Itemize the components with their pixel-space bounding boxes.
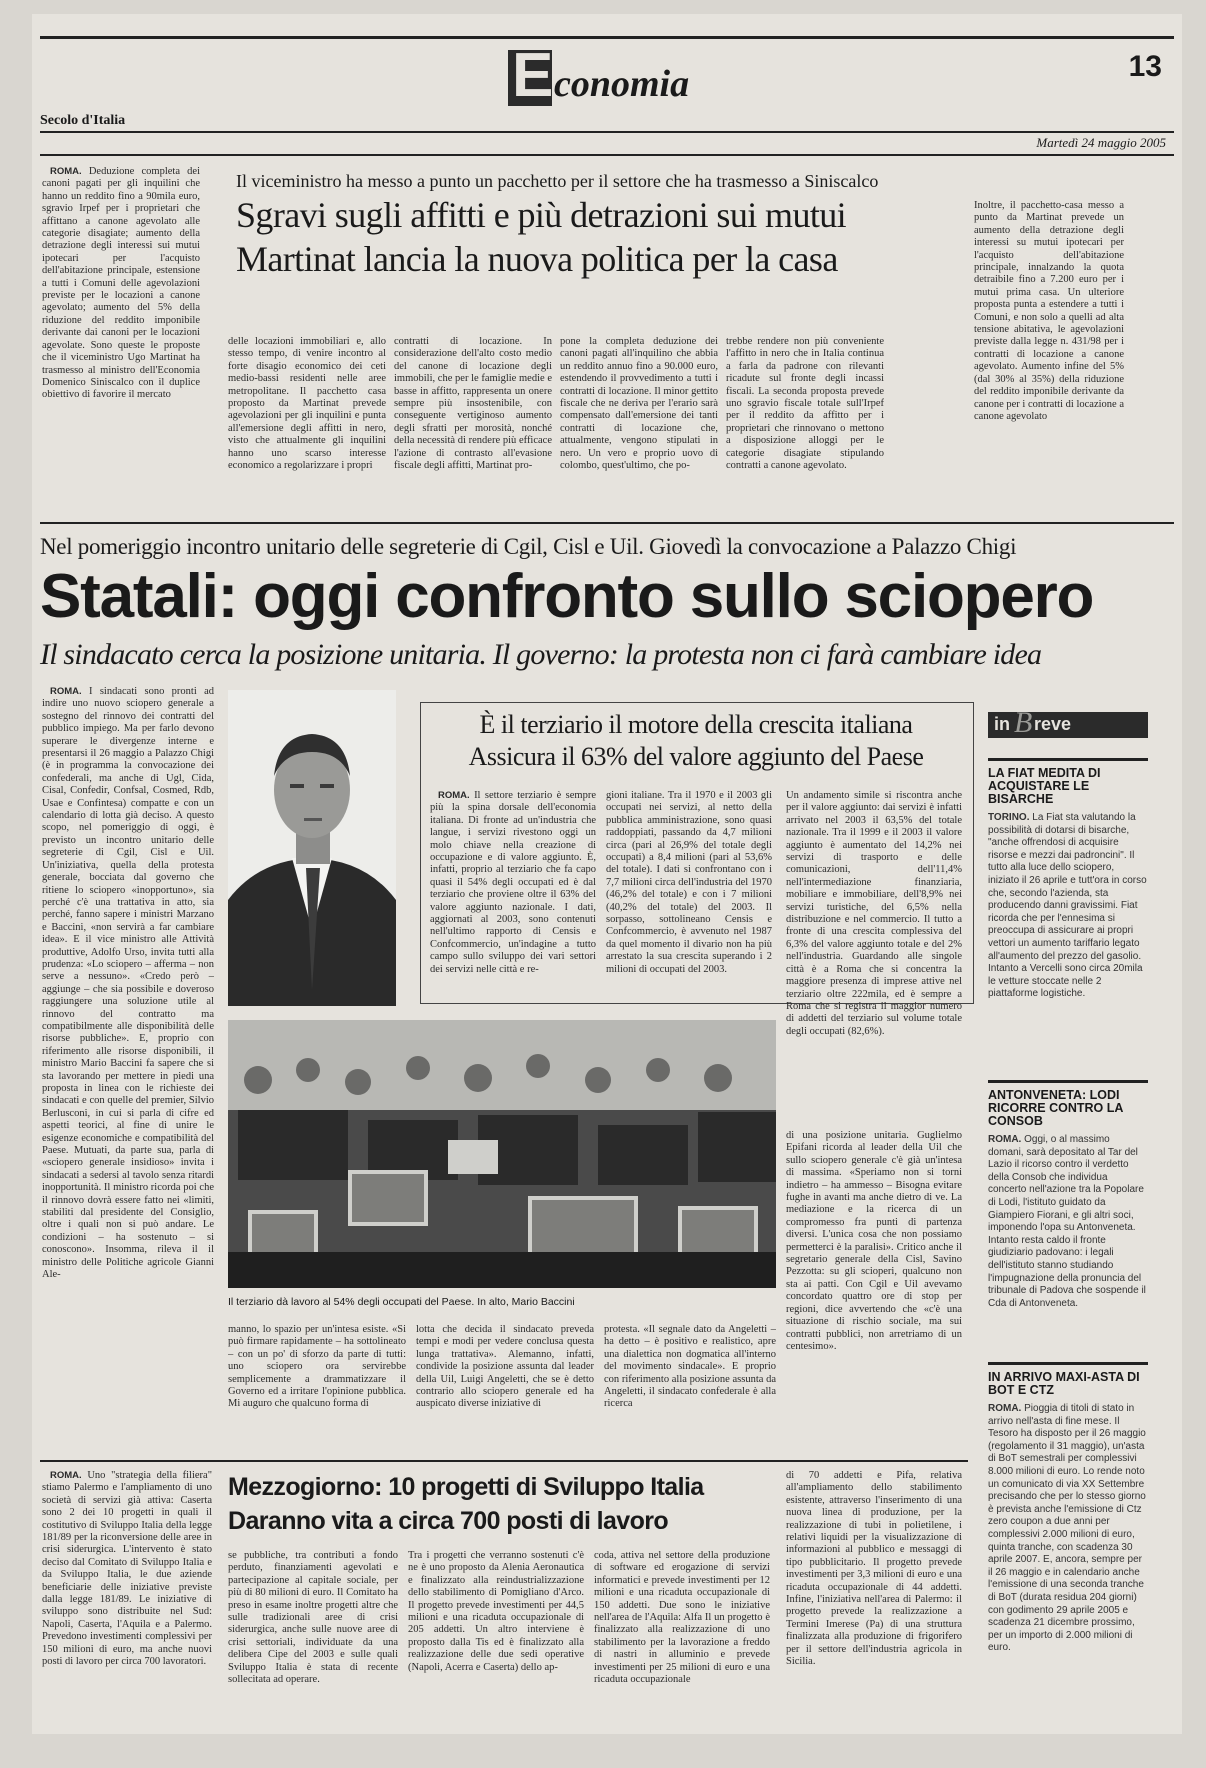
article3-headline-2: Daranno vita a circa 700 posti di lavoro bbox=[228, 1507, 669, 1535]
article2-kicker: Nel pomeriggio incontro unitario delle segreterie di Cgil, Cisl e Uil. Giovedì la convocazione a Palazzo Chigi bbox=[40, 534, 1017, 559]
date-rule bbox=[40, 154, 1174, 156]
sidebar-title-initial: B bbox=[1014, 706, 1033, 739]
brief-antonveneta: ANTONVENETA: LODI RICORRE CONTRO LA CONSOB ROMA. Oggi, o al massimo domani, sarà depositato al Tar del Lazio il ricorso contro il verdetto della Consob che individua concerto nell'azione tra la Popolare di Lodi, l'istituto guidato da Giampiero Fiorani, e gli altri soci, imponendo l'opa su Antonveneta. Intanto resta caldo il fronte giudiziario padovano: i legali dell'istituto stanno studiando l'impugnazione della pronuncia del tribunale di Padova che sospende il Cda di Antonveneta. bbox=[988, 1080, 1148, 1359]
article2-headline: Statali: oggi confronto sullo sciopero bbox=[40, 562, 1094, 631]
paper-name: Secolo d'Italia bbox=[40, 113, 126, 128]
top-rule bbox=[40, 36, 1174, 39]
section-initial: E bbox=[512, 41, 554, 110]
brief-bot-ctz: IN ARRIVO MAXI-ASTA DI BOT E CTZ ROMA. Pioggia di titoli di stato in arrivo nell'asta di fine mese. Il Tesoro ha disposto per il 26 maggio (regolamento il 31 maggio), un'asta di BoT semestrali per complessivi 8.000 milioni di euro. Lo rende noto un comunicato di via XX Settembre precisando che per lo stesso giorno è prevista anche l'emissione di Ctz zero coupon a due anni per complessivi 2.000 milioni di euro, quinta tranche, con scadenza 30 aprile 2007. E, ancora, sempre per il 26 maggio e in calendario anche l'emissione di una seconda tranche di BoT (durata residua 204 giorni) con godimento 29 aprile 2005 e scadenza 21 dicembre prossimo, per un importo di 2.000 milioni di euro. bbox=[988, 1362, 1148, 1734]
box-headline-2: Assicura il 63% del valore aggiunto del Paese bbox=[468, 742, 924, 771]
page-number: 13 bbox=[1128, 50, 1162, 83]
article1-column-2: delle locazioni immobiliari e, allo stesso tempo, di venire incontro al forte disagio economico dei ceti medio-bassi residenti nelle aree metropolitane. Il pacchetto casa proposto da Martinat prevede agevolazioni per gli inquilini e punta all'emersione degli affitti in nero, visto che attualmente gli inquilini hanno uno scarso interesse economico a regolarizzare i propri bbox=[228, 336, 386, 472]
box-column-2: gioni italiane. Tra il 1970 e il 2003 gli occupati nei servizi, al netto della pubblica amministrazione, sono quasi raddoppiati, passando da 4,7 milioni circa (pari al 26,9% del totale degli occupati) a 8,4 milioni (pari al 53,6% del totale). I dati si confrontano con i 7,7 milioni circa dell'industria del 1970 (46,2% del totale) e con i 7 milioni (40,2% del totale) del 2003. Il sorpasso, sottolineano Censis e Confcommercio, è avvenuto nel 1987 da quel momento il divario non ha più arrestato la sua crescita superando i 2 milioni di occupati del 2003. bbox=[606, 790, 772, 975]
article1-city: ROMA. bbox=[50, 166, 82, 177]
article1-headline-1: Sgravi sugli affitti e più detrazioni sui mutui bbox=[236, 195, 847, 235]
article2-subhead: Il sindacato cerca la posizione unitaria. Il governo: la protesta non ci farà cambiare idea bbox=[40, 638, 1042, 671]
portrait-illustration bbox=[228, 690, 396, 1006]
newspaper-page bbox=[32, 14, 1182, 1734]
masthead-rule bbox=[40, 131, 1174, 133]
article2-top-rule bbox=[40, 522, 1174, 524]
article2-column-5: di una posizione unitaria. Guglielmo Epifani ricorda al leader della Uil che sullo sciopero generale c'è già un'intesa di massima. «Speriamo non si torni indietro – ha ammesso – Bisogna evitare fughe in avanti ma anche dietro di ve. La mediazione e la ricerca di un compromesso fra punti di partenza diversi. L'unica cosa che non possiamo permetterci è la paralisi». Critico anche il segretario generale della Cisl, Savino Pezzotta: su gli scioperi, qualcuno non sta ai patti. Con Cgil e Uil avevamo concordato quattro ore di stop per regioni, dice avvertendo che «c'è una situazione di rischio sociale, ma sui contratti pubblici, non arretriamo di un centesimo». bbox=[786, 1130, 962, 1352]
issue-date: Martedì 24 maggio 2005 bbox=[1036, 135, 1166, 150]
article1-lead-column: ROMA. Deduzione completa dei canoni pagati per gli inquilini che hanno un reddito fino a 90mila euro, sgravio Irpef per i proprietari che affittano a canone agevolato alle categorie disagiate; aumento della detrazione degli interessi sui mutui ipotecari per l'acquisto dell'abitazione principale, estensione a tutti i Comuni delle agevolazioni previste per le locazioni a canone agevolato; aumento del 5% della riduzione del reddito imponibile derivante dai canoni per le locazioni agevolate. Sono queste le proposte che il viceministro Ugo Martinat ha trasmesso al ministro dell'Economia Domenico Siniscalco con il duplice obiettivo di favorire il mercato bbox=[42, 166, 200, 401]
sidebar-title-prefix: in bbox=[994, 714, 1010, 734]
sidebar-title-rest: reve bbox=[1034, 714, 1072, 734]
brief-title: LA FIAT MEDITA DI ACQUISTARE LE BISARCHE bbox=[988, 766, 1101, 806]
crowd-photo bbox=[228, 1020, 776, 1288]
article1-column-6: Inoltre, il pacchetto-casa messo a punto da Martinat prevede un aumento della detrazione degli interessi su mutui ipotecari per l'acquisto dell'abitazione principale, innalzando la quota detraibile fino a 7.200 euro per i mutui prima casa. Un ulteriore proposta punta a estendere a tutti i Comuni, e non solo a quelli ad alta tensione abitativa, le agevolazioni previste dalla legge n. 431/98 per i contratti di locazione a canone agevolato. Aumento infine del 5% (dal 30% al 35%) della riduzione del reddito imponibile derivante da canone per i contratti di locazione a canone agevolato bbox=[974, 200, 1124, 422]
article2-city: ROMA. bbox=[50, 686, 82, 697]
photo-caption: Il terziario dà lavoro al 54% degli occupati del Paese. In alto, Mario Baccini bbox=[228, 1296, 575, 1308]
article1-headline-2: Martinat lancia la nuova politica per la casa bbox=[236, 239, 838, 279]
section-title: conomia bbox=[554, 63, 690, 105]
brief-title: IN ARRIVO MAXI-ASTA DI BOT E CTZ bbox=[988, 1370, 1140, 1397]
article3-column-2: se pubbliche, tra contributi a fondo perduto, finanziamenti agevolati e partecipazione al capitale sociale, per più di 80 milioni di euro. Il Comitato ha preso in esame inoltre progetti altre che sulle tradizionali aree di crisi siderurgica, anche sulle nuove aree di crisi settoriali, individuate da una delibera Cipe del 2003 e sulle quali Sviluppo Italia è stata di recente sollecitata ad operare. bbox=[228, 1550, 398, 1686]
article3-column-1: ROMA. Uno "strategia della filiera" stiamo Palermo e l'ampliamento di uno società di servizi già attiva: Caserta sono 2 dei 10 progetti in quali il costitutivo di Sviluppo Italia della legge 181/89 per la riconversione delle aree in crisi siderurgica. L'intervento è stato deciso dal Comitato di Sviluppo Italia e da Sviluppo Italia, le due aziende beneficiarie delle iniziative previste dalla legge 181/89. Le iniziative di sviluppo sono distribuite nel Sud: Napoli, Caserta, l'Aquila e a Palermo. Prevedono investimenti complessivi per 150 milioni di euro, ma anche nuovi posti di lavoro per circa 700 lavoratori. bbox=[42, 1470, 212, 1668]
article3-column-5: di 70 addetti e Pifa, relativa all'ampliamento dello stabilimento esistente, attraverso l'inserimento di una nuova linea di produzione, per la realizzazione di tubi in polietilene, i relativi liquidi per la visualizzazione di informazioni al pubblico e messaggi di tipo pubblicitario. Il progetto prevede investimenti per 3,3 milioni di euro e una ricaduta occupazionale di 44 addetti. Infine, l'iniziativa nell'area di Palermo: il progetto prevede la realizzazione a Termini Imerese (Pa) di una struttura finalizzata alla produzione di frigorifero per il settore dell'industria agricola in Sicilia. bbox=[786, 1470, 962, 1668]
article3-column-3: Tra i progetti che verranno sostenuti c'è ne è uno proposto da Alenia Aeronautica e finalizzato alla reindustrializzazione dello stabilimento di Pomigliano d'Arco. Il progetto prevede investimenti per 44,5 milioni e una ricaduta occupazionale di 205 addetti. Un altro interviene è proposto dalla Tis ed è finalizzato alla realizzazione delle due sedi operative (Napoli, Acerra e Caserta) dello ap- bbox=[408, 1550, 584, 1673]
article2-column-3: lotta che decida il sindacato preveda tempi e modi per vedere conclusa questa lunga trattativa». Alemanno, infatti, condivide la posizione assunta dal leader della Uil, Luigi Angeletti, che se è detto contrario allo sciopero generale ed ha auspicato diverse iniziative di bbox=[416, 1324, 594, 1410]
brief-title: ANTONVENETA: LODI RICORRE CONTRO LA CONSOB bbox=[988, 1088, 1123, 1128]
article2-column-1: ROMA. I sindacati sono pronti ad indire uno nuovo sciopero generale a sostegno del rinnovo dei contratti del pubblico impiego. Ma per farlo devono superare le divergenze interne e presentarsi il 26 maggio a Palazzo Chigi (è in programma la convocazione dei confederali, ma anche di Ugl, Cida, Cisal, Confedir, Confsal, Cosmed, Rdb, Usae e Confintesa) compatte e con un calendario di lotta già deciso. A questo scopo, nel pomeriggio di oggi, è previsto un incontro unitario delle segreterie di Cgil, Cisl e Uil. Un'iniziativa, quella della protesta generale, bocciata dal governo che ritiene lo sciopero «inopportuno», sia perché c'è una trattativa in atto, sia perché, fanno sapere i ministri Marzano e Baccini, «non servirà a far cambiare idea». E il vice ministro alle Attività produttive, Adolfo Urso, invita tutti alla prudenza: «Lo sciopero – afferma – non serve a nessuno». «Credo però – aggiunge – che sia possibile e doveroso raggiungere una soluzione utile al rinnovo del contratto ma compatibilmente alle disponibilità delle risorse pubbliche». E, proprio con riferimento alle risorse disponibili, il ministro Mario Baccini fa sapere che si sta lavorando per mettere in piedi una proposta in linea con le richieste dei sindacati e con quelle del premier, Silvio Berlusconi, in cui si parla di cifre ed aspetti teorici, al fine di unire le esigenze economiche e compatibilità del Paese. Mutuati, da parte sua, parla di «sciopero generale insidioso» invita i sindacati a sedersi al tavolo senza ritardi inopportunità. Il ministro ricorda poi che il rinnovo dovrà essere fatto nei «limiti, stabiliti dal presidente del Consiglio, oltre i quali non si può andare. Le condizioni – ha sostenuto – si conoscono». Insomma, rileva il il ministro delle Politiche agricole Gianni Ale- bbox=[42, 686, 214, 1281]
article1-column-5: trebbe rendere non più conveniente l'affitto in nero che in Italia continua a farla da padrone con rilevanti ricadute sul fronte degli incassi fiscali. La seconda proposta prevede uno sgravio fiscale totale sull'Irpef per il reddito da affitto per i proprietari che rinnovano o mettono a disposizione alloggi per le categorie disagiate stipulando contratti a canone agevolato. bbox=[726, 336, 884, 472]
box-column-3: Un andamento simile si riscontra anche per il valore aggiunto: dai servizi è infatti arrivato nel 2003 il 63,5% del totale nazionale. Tra il 1999 e il 2003 il valore aggiunto è aumentato del 14,2% nei servizi di trasporto e delle comunicazioni, dell'11,4% nell'intermediazione finanziaria, mobiliare e immobiliare, dell'8,9% nei servizi turistiche, del 6,5% nella distribuzione e nel commercio. Il tutto a fronte di una crescita complessiva del 6,3% del valore aggiunto totale e del 2% nell'industria. Guardando alle singole città è a Roma che si concentra la maggiore presenza di imprese attive nel terziario oltre 222mila, ed è sempre a Roma che si registra il maggior numero di addetti del terziario sul volume totale degli occupati (82,6%). bbox=[786, 790, 962, 1037]
article1-kicker: Il viceministro ha messo a punto un pacchetto per il settore che ha trasmesso a Siniscalco bbox=[236, 171, 879, 191]
portrait-photo bbox=[228, 690, 396, 1006]
article2-column-4: protesta. «Il segnale dato da Angeletti – ha detto – è positivo e realistico, apre una dialettica non dogmatica all'interno del movimento sindacale». E proprio con riferimento alla posizione assunta da Angeletti, il sindacato confederale è alla ricerca bbox=[604, 1324, 776, 1410]
article3-city: ROMA. bbox=[50, 1470, 82, 1481]
box-column-1: ROMA. Il settore terziario è sempre più la spina dorsale dell'economia italiana. Di fronte ad un'industria che langue, i servizi rivestono oggi un molo chiave nella creazione di occupazione e di valore aggiunto. È, infatti, proprio al terziario che fa capo quasi il 54% degli occupati ed è dal terziario che proviene oltre il 63% del valore aggiunto nazionale. I dati, aggiornati al 2003, sono contenuti nell'ultimo rapporto di Censis e Confcommercio, un'indagine a tutto campo sullo sviluppo dei vari settori dei servizi nelle città e re- bbox=[430, 790, 596, 975]
office-crowd-illustration bbox=[228, 1020, 776, 1288]
box-headline-1: È il terziario il motore della crescita italiana bbox=[479, 710, 913, 739]
box-city: ROMA. bbox=[438, 790, 470, 801]
article3-top-rule bbox=[40, 1460, 968, 1462]
article1-column-4: pone la completa deduzione dei canoni pagati all'inquilino che abbia un reddito annuo fino a 90.000 euro, estendendo il provvedimento a tutti i contratti di locazione. Il minor gettito fiscale che ne deriva per l'erario sarà compensato dall'emersione dei tanti contratti di locazione che, attualmente, vengono stipulati in nero. Un vero e proprio uovo di colombo, quest'ultimo, che po- bbox=[560, 336, 718, 472]
article1-column-3: contratti di locazione. In considerazione dell'alto costo medio del canone di locazione degli immobili, che per le famiglie medie e basse in affitto, rappresenta un onere sempre più insostenibile, con conseguente vertiginoso aumento degli sfratti per morosità, nonché della necessità di rendere più efficace l'azione di contrasto all'evasione fiscale degli affitti, Martinat pro- bbox=[394, 336, 552, 472]
brief-fiat: LA FIAT MEDITA DI ACQUISTARE LE BISARCHE TORINO. La Fiat sta valutando la possibilità di dotarsi di bisarche, "anche offrendosi di acquisire risorse e mezzi dai padroncini". Il tutto alla luce dello sciopero, iniziato il 26 aprile e tutt'ora in corso che, secondo l'azienda, sta producendo danni gravissimi. Fiat ricorda che per l'ennesima si preoccupa di assicurare ai propri vettori un aumento tariffario legato all'aumento del prezzo del gasolio. Intanto a Vercelli sono circa 20mila le vetture stoccate nelle 2 piattaforme logistiche. bbox=[988, 758, 1148, 1077]
article3-headline-1: Mezzogiorno: 10 progetti di Sviluppo Italia bbox=[228, 1473, 704, 1501]
article3-column-4: coda, attiva nel settore della produzione di software ed erogazione di servizi informatici e prevede investimenti per 12 milioni e una ricaduta occupazionale di 150 addetti. Due sono le iniziative nell'area de l'Aquila: Alfa Il un progetto è finalizzato alla realizzazione di uno stabilimento per la lavorazione a freddo di nastri in alluminio e prevede investimenti per 25 milioni di euro e una ricaduta occupazionale bbox=[594, 1550, 770, 1686]
article2-column-2: manno, lo spazio per un'intesa esiste. «Si può firmare rapidamente – ha sottolineato – con un po' di sforzo da parte di tutti: uno sciopero ora servirebbe semplicemente a drammatizzare il Governo ed a irritare l'opinione pubblica. Mi auguro che qualcuno forma di bbox=[228, 1324, 406, 1410]
sidebar-header bbox=[988, 706, 1148, 739]
